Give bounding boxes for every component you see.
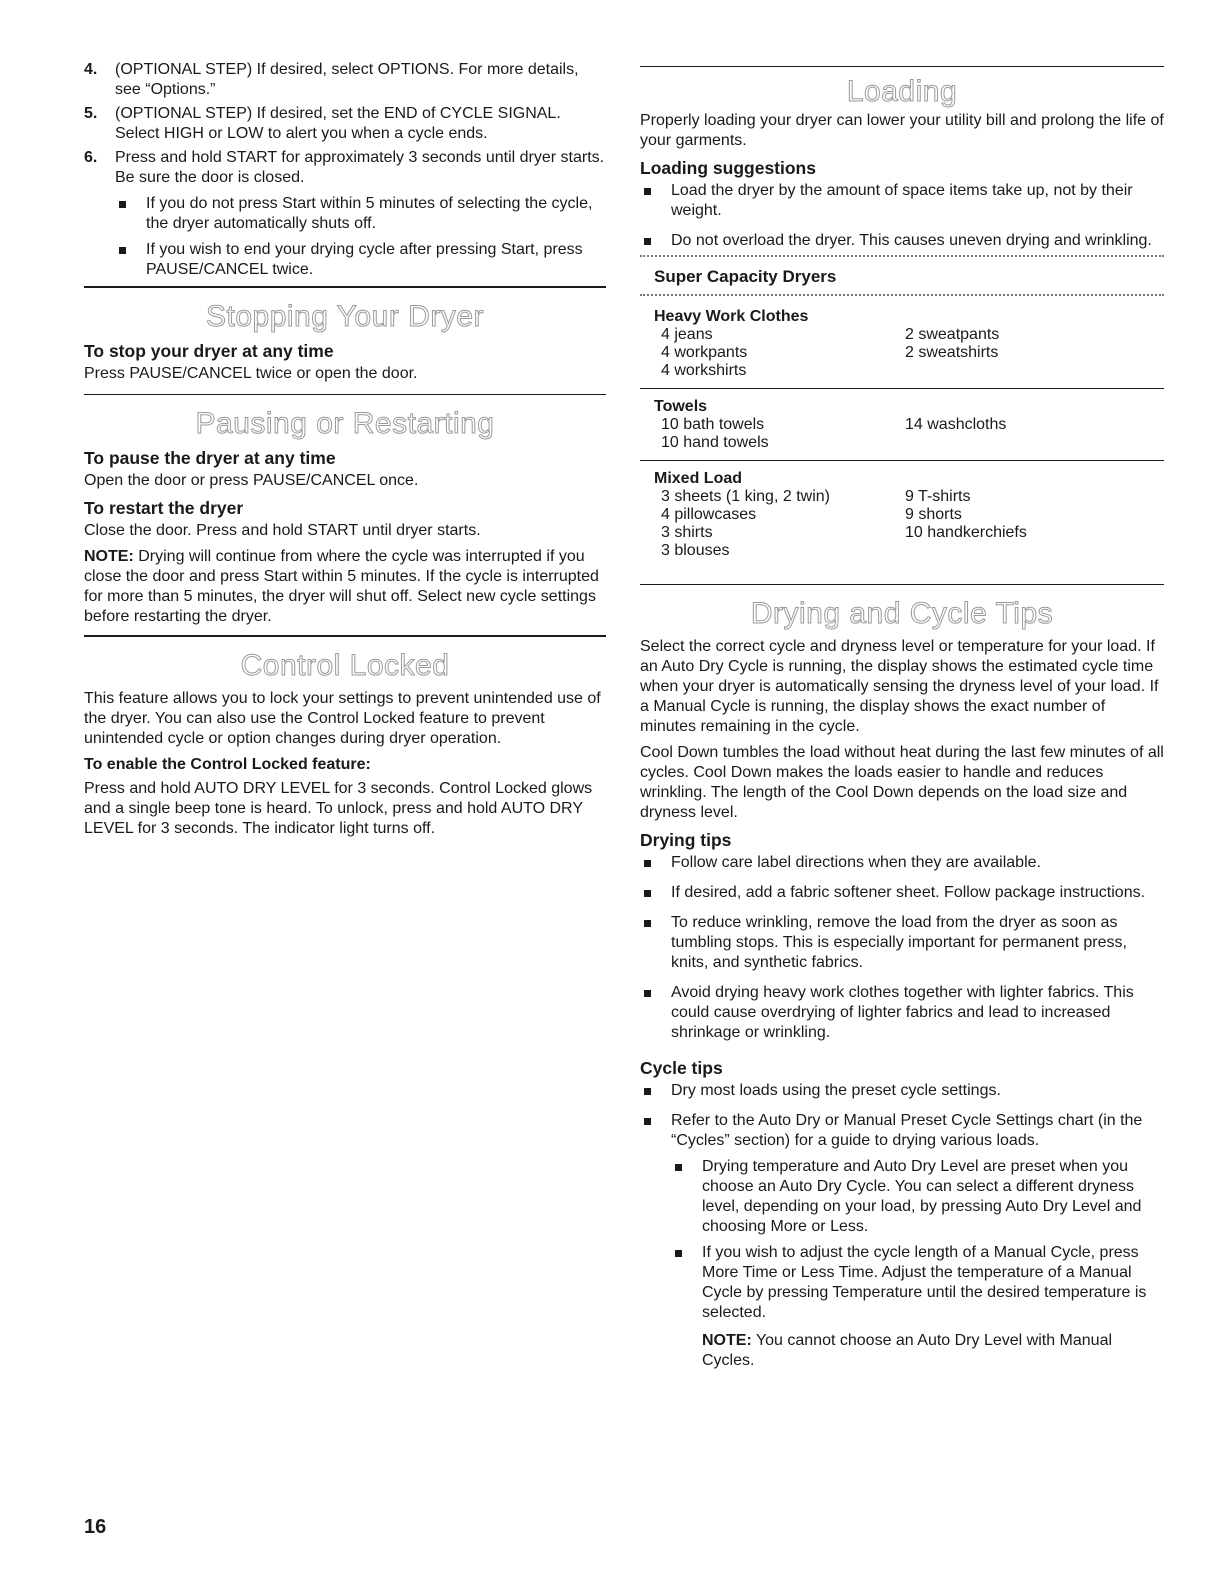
section-title-tips: Drying and Cycle Tips bbox=[750, 597, 1054, 630]
control-locked-text: This feature allows you to lock your settings to prevent unintended use of the dryer. You can also use the Control Locked feature to prevent unintended cycle or option changes during dryer operation. bbox=[84, 690, 601, 747]
square-bullet-icon bbox=[644, 890, 651, 897]
section-divider bbox=[84, 286, 606, 288]
pause-subheading: To pause the dryer at any time bbox=[84, 448, 336, 468]
table-cell: 3 shirts bbox=[661, 524, 713, 541]
table-row bbox=[654, 416, 1164, 434]
bullet-item bbox=[640, 181, 1164, 221]
section-title-stopping: Stopping Your Dryer bbox=[205, 300, 484, 333]
bullet-text: To reduce wrinkling, remove the load from the dryer as soon as tumbling stops. This is especially important for permanent press, knits, and synthetic fabrics. bbox=[671, 914, 1127, 971]
bullet-text: Avoid drying heavy work clothes together with lighter fabrics. This could cause overdrying of lighter fabrics and lead to increased shrinkage or wrinkling. bbox=[671, 984, 1134, 1041]
section-divider bbox=[640, 584, 1164, 585]
section-title-control-locked: Control Locked bbox=[240, 649, 450, 682]
square-bullet-icon bbox=[644, 188, 651, 195]
square-bullet-icon bbox=[675, 1250, 682, 1257]
bullet-item bbox=[671, 1243, 1164, 1371]
control-locked-subheading: To enable the Control Locked feature: bbox=[84, 756, 371, 773]
drying-tips-list bbox=[640, 853, 1164, 1043]
table-border bbox=[640, 255, 1164, 260]
pause-note bbox=[84, 547, 606, 627]
note-label: NOTE: bbox=[702, 1332, 752, 1349]
cycle-note bbox=[702, 1331, 1164, 1371]
square-bullet-icon bbox=[675, 1164, 682, 1171]
table-group-heavy-work bbox=[640, 299, 1164, 388]
stop-subheading: To stop your dryer at any time bbox=[84, 341, 334, 361]
square-bullet-icon bbox=[644, 1088, 651, 1095]
table-cell bbox=[905, 362, 1164, 380]
section-divider bbox=[84, 635, 606, 637]
stop-text: Press PAUSE/CANCEL twice or open the door. bbox=[84, 365, 418, 382]
bullet-item bbox=[640, 1081, 1164, 1101]
step-item bbox=[84, 148, 606, 280]
square-bullet-icon bbox=[644, 990, 651, 997]
loading-bullets bbox=[640, 181, 1164, 251]
cycle-tips-heading: Cycle tips bbox=[640, 1058, 723, 1078]
table-cell: 10 bath towels bbox=[661, 416, 765, 433]
table-cell bbox=[905, 434, 1164, 452]
restart-subheading: To restart the dryer bbox=[84, 498, 244, 518]
table-row bbox=[654, 344, 1164, 362]
note-text: You cannot choose an Auto Dry Level with Manual Cycles. bbox=[702, 1332, 1113, 1369]
bullet-item bbox=[671, 1157, 1164, 1237]
note-text: Drying will continue from where the cycle was interrupted if you close the door and press Start within 5 minutes. If the cycle is interrupted for more than 5 minutes, the dryer will shut off. Select new cycle settings before restarting the dryer. bbox=[84, 548, 599, 625]
steps-list bbox=[84, 60, 606, 280]
bullet-text: Drying temperature and Auto Dry Level are preset when you choose an Auto Dry Cycle. You can select a different dryness level, depending on your load, by pressing Auto Dry Level and choosing More or Less. bbox=[702, 1158, 1142, 1235]
loading-subheading: Loading suggestions bbox=[640, 158, 816, 178]
table-cell: 9 shorts bbox=[905, 506, 962, 523]
table-cell: 4 workshirts bbox=[661, 362, 747, 379]
capacity-table bbox=[640, 255, 1164, 568]
bullet-text: If you wish to end your drying cycle after pressing Start, press PAUSE/CANCEL twice. bbox=[146, 241, 583, 278]
bullet-text: If you do not press Start within 5 minutes of selecting the cycle, the dryer automatically shuts off. bbox=[146, 195, 593, 232]
section-title-pausing: Pausing or Restarting bbox=[195, 407, 495, 440]
page-number: 16 bbox=[84, 1516, 107, 1538]
square-bullet-icon bbox=[119, 247, 126, 254]
table-row bbox=[654, 506, 1164, 524]
cycle-sub-bullets bbox=[671, 1157, 1164, 1371]
section-divider bbox=[640, 66, 1164, 67]
table-row bbox=[654, 488, 1164, 506]
table-cell: 14 washcloths bbox=[905, 416, 1007, 433]
drying-tips-heading: Drying tips bbox=[640, 830, 732, 850]
bullet-item bbox=[640, 231, 1164, 251]
tips-para-1: Select the correct cycle and dryness level or temperature for your load. If an Auto Dry Cycle is running, the display shows the estimated cycle time when your dryer is automatically sensing the dryness level of your load. If a Manual Cycle is running, the display shows the exact number of minutes remaining in the cycle. bbox=[640, 638, 1159, 735]
step-number: 5. bbox=[84, 105, 98, 122]
bullet-text: Refer to the Auto Dry or Manual Preset Cycle Settings chart (in the “Cycles” section) for a guide to drying various loads. bbox=[671, 1112, 1143, 1149]
section-divider bbox=[84, 394, 606, 395]
table-cell: 9 T-shirts bbox=[905, 488, 971, 505]
table-cell: 4 workpants bbox=[661, 344, 748, 361]
table-row bbox=[654, 326, 1164, 344]
restart-text: Close the door. Press and hold START until dryer starts. bbox=[84, 522, 481, 539]
bullet-text: Load the dryer by the amount of space items take up, not by their weight. bbox=[671, 182, 1133, 219]
step-text: (OPTIONAL STEP) If desired, select OPTIONS. For more details, see “Options.” bbox=[115, 61, 579, 98]
group-title: Towels bbox=[654, 398, 708, 415]
table-group-mixed-load bbox=[640, 461, 1164, 568]
square-bullet-icon bbox=[644, 238, 651, 245]
bullet-text: Follow care label directions when they are available. bbox=[671, 854, 1041, 871]
table-cell: 10 handkerchiefs bbox=[905, 524, 1027, 541]
table-cell: 2 sweatshirts bbox=[905, 344, 999, 361]
table-row bbox=[654, 434, 1164, 452]
tips-para-2: Cool Down tumbles the load without heat during the last few minutes of all cycles. Cool Down makes the loads easier to handle and reduces wrinkling. The length of the Cool Down depends on the load size and dryness level. bbox=[640, 744, 1164, 821]
left-column bbox=[84, 60, 606, 845]
bullet-text: If desired, add a fabric softener sheet. Follow package instructions. bbox=[671, 884, 1146, 901]
note-label: NOTE: bbox=[84, 548, 134, 565]
table-cell: 2 sweatpants bbox=[905, 326, 1000, 343]
square-bullet-icon bbox=[644, 1118, 651, 1125]
group-title: Mixed Load bbox=[654, 470, 743, 487]
pause-text: Open the door or press PAUSE/CANCEL once. bbox=[84, 472, 419, 489]
step-item bbox=[84, 60, 606, 100]
step-number: 6. bbox=[84, 149, 98, 166]
square-bullet-icon bbox=[119, 201, 126, 208]
step-number: 4. bbox=[84, 61, 98, 78]
table-row bbox=[654, 542, 1164, 560]
square-bullet-icon bbox=[644, 860, 651, 867]
bullet-text: If you wish to adjust the cycle length of a Manual Cycle, press More Time or Less Time. Adjust the temperature of a Manual Cycle by pressing Temperature until the desired temperature is selected. bbox=[702, 1244, 1147, 1321]
cycle-tips-list bbox=[640, 1081, 1164, 1371]
loading-intro: Properly loading your dryer can lower your utility bill and prolong the life of your garments. bbox=[640, 112, 1164, 149]
bullet-item bbox=[640, 913, 1164, 973]
right-column bbox=[640, 60, 1164, 1381]
table-cell: 3 sheets (1 king, 2 twin) bbox=[661, 488, 830, 505]
bullet-text: Dry most loads using the preset cycle settings. bbox=[671, 1082, 1001, 1099]
bullet-item bbox=[640, 983, 1164, 1043]
bullet-item bbox=[115, 194, 606, 234]
table-row bbox=[654, 362, 1164, 380]
bullet-item bbox=[115, 240, 606, 280]
step-text: (OPTIONAL STEP) If desired, set the END of CYCLE SIGNAL. Select HIGH or LOW to alert you when a cycle ends. bbox=[115, 105, 561, 142]
table-cell: 4 pillowcases bbox=[661, 506, 757, 523]
table-cell: 10 hand towels bbox=[661, 434, 769, 451]
table-heading: Super Capacity Dryers bbox=[654, 267, 837, 286]
table-row bbox=[654, 524, 1164, 542]
bullet-item bbox=[640, 853, 1164, 873]
bullet-text: Do not overload the dryer. This causes uneven drying and wrinkling. bbox=[671, 232, 1152, 249]
bullet-item bbox=[640, 883, 1164, 903]
bullet-item bbox=[640, 1111, 1164, 1371]
step6-bullets bbox=[115, 194, 606, 280]
section-title-loading: Loading bbox=[846, 75, 958, 108]
step-item bbox=[84, 104, 606, 144]
step-text: Press and hold START for approximately 3 seconds until dryer starts. Be sure the door is closed. bbox=[115, 149, 605, 186]
group-title: Heavy Work Clothes bbox=[654, 308, 809, 325]
square-bullet-icon bbox=[644, 920, 651, 927]
table-cell bbox=[905, 542, 1164, 560]
table-cell: 3 blouses bbox=[661, 542, 730, 559]
control-locked-instructions: Press and hold AUTO DRY LEVEL for 3 seconds. Control Locked glows and a single beep tone is heard. To unlock, press and hold AUTO DRY LEVEL for 3 seconds. The indicator light turns off. bbox=[84, 780, 593, 837]
table-cell: 4 jeans bbox=[661, 326, 713, 343]
table-group-towels bbox=[640, 389, 1164, 460]
